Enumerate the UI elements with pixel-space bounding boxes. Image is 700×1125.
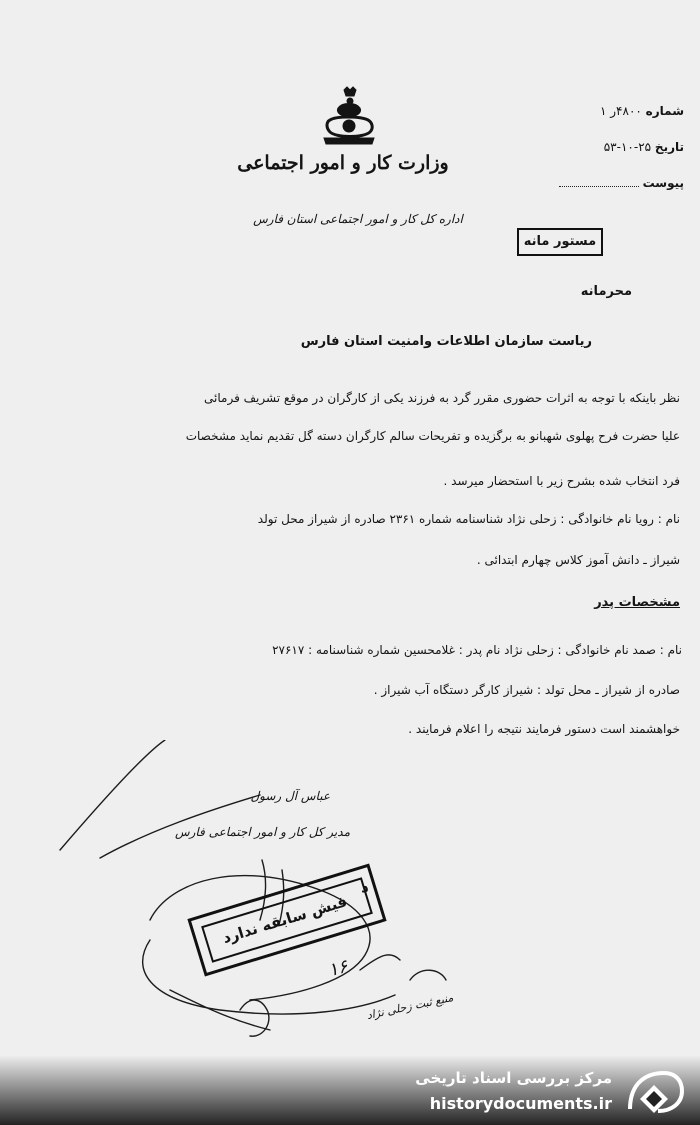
recipient-line: ریاست سازمان اطلاعات وامنیت استان فارس [300,334,592,349]
number-value: ۴۸۰۰ر ۱ [599,104,642,118]
signatory-name: عباس آل رسول [250,789,330,803]
child-info-line: نام : رویا نام خانوادگی : زحلی نژاد شناسنامه شماره ۲۳۶۱ صادره از شیراز محل تولد [257,512,680,526]
footer-org: مرکز بررسی اسناد تاریخی [415,1069,612,1087]
handwritten-number: ۱۶ [325,955,351,982]
number-field [560,104,684,118]
paragraph-line: علیا حضرت فرح پهلوی شهبانو به برگزیده و تفریحات سالم کارگران دسته گل تقدیم نماید مشخصات [185,429,680,443]
confidential-box-text: مستور مانه [523,234,597,249]
attachment-dots [559,176,639,187]
ministry-title: وزارت کار و امور اجتماعی [237,152,449,174]
confidential-line: محرمانه [580,284,632,299]
attachment-label: پیوست [642,176,684,190]
lion-sun-emblem-icon [314,86,384,148]
number-label: شماره [645,104,684,118]
footer-watermark [0,1055,700,1125]
date-field [552,140,684,154]
date-label: تاریخ [654,140,684,154]
record-stamp-text: فیش سابقه ندارد [220,892,350,948]
signatory-title: مدیر کل کار و امور اجتماعی فارس [174,825,350,839]
father-info-line: صادره از شیراز ـ محل تولد : شیراز کارگر دستگاه آب شیراز . [373,683,680,697]
handwritten-note: منبع ثبت زحلی نژاد [365,990,455,1023]
father-info-line: نام : صمد نام خانوادگی : زحلی نژاد نام پدر : غلامحسین شماره شناسنامه : ۲۷۶۱۷ [272,643,682,657]
paragraph-line: فرد انتخاب شده بشرح زیر با استحضار میرسد . [443,474,680,488]
stamp-small-mark: د [361,878,369,896]
footer-site: historydocuments.ir [429,1094,612,1113]
date-value: ۲۵-۱۰-۵۳ [603,140,652,154]
attachment-field [556,176,684,190]
paragraph-line: نظر باینکه با توجه به اثرات حضوری مقرر گرد به فرزند یکی از کارگران در موقع تشریف فرمائی [204,391,680,405]
closing-line: خواهشمند است دستور فرمایند نتیجه را اعلام فرمایند . [408,722,680,736]
child-info-line: شیراز ـ دانش آموز کلاس چهارم ابتدائی . [476,553,680,567]
father-heading: مشخصات پدر [594,595,680,610]
office-line: اداره کل کار و امور اجتماعی استان فارس [253,212,463,226]
archive-logo-icon [624,1069,684,1115]
